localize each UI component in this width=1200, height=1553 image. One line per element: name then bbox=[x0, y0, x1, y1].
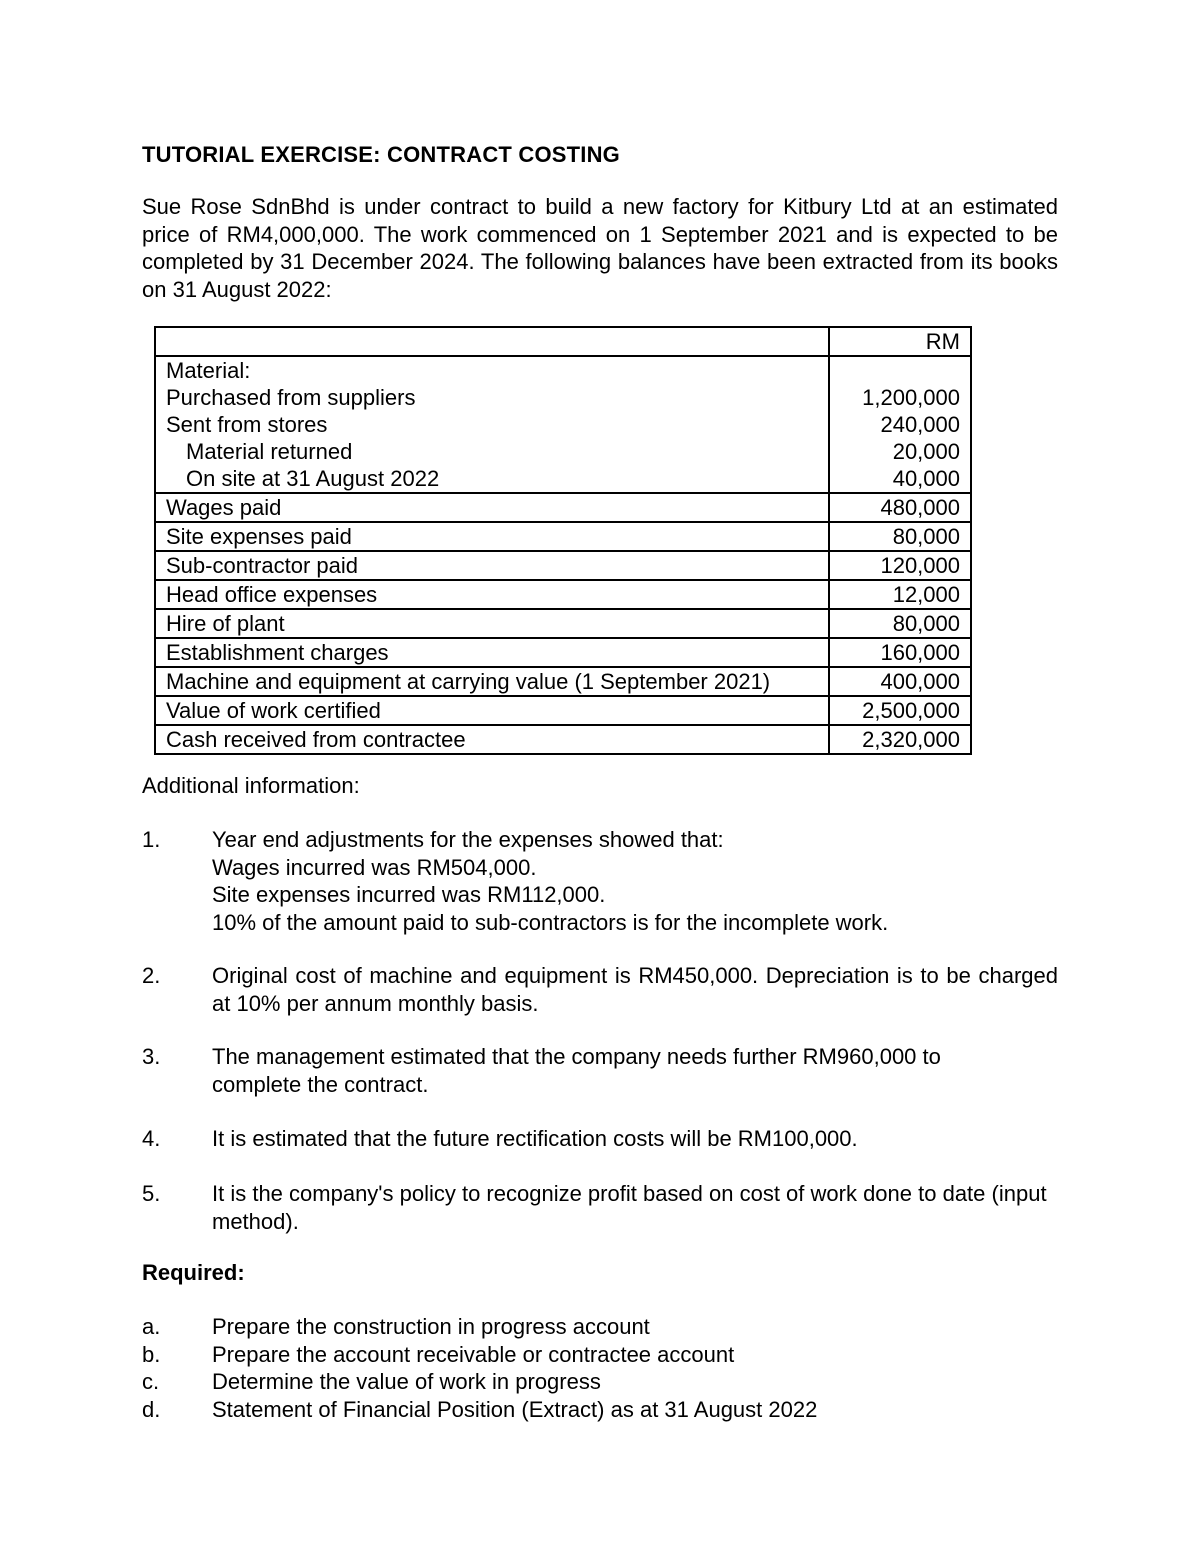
item-body bbox=[212, 1043, 1058, 1098]
header-label-cell bbox=[155, 327, 829, 356]
item-text: Statement of Financial Position (Extract) as at 31 August 2022 bbox=[212, 1396, 818, 1422]
material-values-cell bbox=[829, 356, 971, 493]
table-header-row bbox=[155, 327, 971, 356]
item-text: Prepare the construction in progress account bbox=[212, 1314, 650, 1339]
row-value: 160,000 bbox=[829, 638, 971, 667]
currency-header: RM bbox=[829, 327, 971, 356]
table-row bbox=[155, 609, 971, 638]
row-value: 400,000 bbox=[829, 667, 971, 696]
table-row bbox=[155, 667, 971, 696]
row-label: Site expenses paid bbox=[155, 522, 829, 551]
list-item bbox=[142, 1368, 1058, 1396]
additional-item-4 bbox=[142, 1125, 1058, 1153]
item-line: 10% of the amount paid to sub-contractors is for the incomplete work. bbox=[212, 909, 889, 935]
table-row bbox=[155, 696, 971, 725]
material-labels-cell bbox=[155, 356, 829, 493]
material-line-value: 20,000 bbox=[892, 439, 960, 464]
material-line-label: Purchased from suppliers bbox=[166, 385, 416, 410]
row-label: Establishment charges bbox=[155, 638, 829, 667]
intro-paragraph: Sue Rose SdnBhd is under contract to build a new factory for Kitbury Ltd at an estimated price of RM4,000,000. The work commenced on 1 September 2021 and is expected to be completed by 31 December 2024. The following balances have been extracted from its books on 31 August 2022: bbox=[142, 194, 1058, 302]
table-row bbox=[155, 638, 971, 667]
balances-table bbox=[154, 326, 972, 755]
table-row bbox=[155, 522, 971, 551]
item-text: Determine the value of work in progress bbox=[212, 1369, 601, 1394]
item-line: Wages incurred was RM504,000. bbox=[212, 854, 537, 880]
material-line-value: 1,200,000 bbox=[862, 385, 960, 410]
material-heading-value bbox=[840, 357, 960, 384]
material-line-value: 40,000 bbox=[892, 466, 960, 491]
row-label: Value of work certified bbox=[155, 696, 829, 725]
row-value: 80,000 bbox=[829, 522, 971, 551]
additional-info-heading: Additional information: bbox=[142, 773, 360, 798]
material-row bbox=[155, 356, 971, 493]
item-letter: a. bbox=[142, 1314, 161, 1339]
item-number: 2. bbox=[142, 963, 161, 988]
item-number: 4. bbox=[142, 1126, 161, 1151]
required-heading: Required: bbox=[142, 1260, 245, 1285]
row-value: 80,000 bbox=[829, 609, 971, 638]
item-line: complete the contract. bbox=[212, 1071, 429, 1097]
item-text: It is the company's policy to recognize profit based on cost of work done to date (input method). bbox=[212, 1181, 1047, 1234]
additional-item-3 bbox=[142, 1043, 1058, 1098]
row-label: Cash received from contractee bbox=[155, 725, 829, 754]
row-value: 480,000 bbox=[829, 493, 971, 522]
row-value: 2,500,000 bbox=[829, 696, 971, 725]
list-item bbox=[142, 1313, 1058, 1341]
item-line: The management estimated that the company needs further RM960,000 to bbox=[212, 1044, 941, 1069]
row-label: Wages paid bbox=[155, 493, 829, 522]
item-text: Prepare the account receivable or contractee account bbox=[212, 1341, 735, 1367]
material-line-value: 240,000 bbox=[880, 412, 960, 437]
table-row bbox=[155, 580, 971, 609]
row-label: Hire of plant bbox=[155, 609, 829, 638]
material-line-label: Sent from stores bbox=[166, 412, 328, 437]
item-letter: d. bbox=[142, 1396, 161, 1422]
item-number: 3. bbox=[142, 1044, 161, 1069]
document-title: TUTORIAL EXERCISE: CONTRACT COSTING bbox=[142, 142, 620, 167]
additional-item-5 bbox=[142, 1180, 1058, 1235]
table-row bbox=[155, 493, 971, 522]
item-number: 1. bbox=[142, 827, 161, 852]
item-letter: c. bbox=[142, 1369, 160, 1394]
row-value: 12,000 bbox=[829, 580, 971, 609]
material-line-label: Material returned bbox=[186, 439, 353, 464]
table-row bbox=[155, 725, 971, 754]
row-label: Sub-contractor paid bbox=[155, 551, 829, 580]
item-text: Original cost of machine and equipment is RM450,000. Depreciation is to be charged at 10% per annum monthly basis. bbox=[212, 963, 1058, 1016]
item-number: 5. bbox=[142, 1181, 161, 1206]
material-heading: Material: bbox=[166, 358, 251, 383]
additional-item-1 bbox=[142, 826, 1058, 936]
item-line: Site expenses incurred was RM112,000. bbox=[212, 882, 606, 907]
required-list bbox=[142, 1313, 1058, 1423]
row-value: 2,320,000 bbox=[829, 725, 971, 754]
table-row bbox=[155, 551, 971, 580]
item-body bbox=[212, 826, 1058, 936]
list-item bbox=[142, 1341, 1058, 1369]
row-label: Machine and equipment at carrying value (1 September 2021) bbox=[155, 667, 829, 696]
row-value: 120,000 bbox=[829, 551, 971, 580]
additional-item-2 bbox=[142, 962, 1058, 1017]
material-line-label: On site at 31 August 2022 bbox=[186, 466, 440, 491]
list-item bbox=[142, 1396, 1058, 1424]
item-text: It is estimated that the future rectification costs will be RM100,000. bbox=[212, 1126, 858, 1151]
item-letter: b. bbox=[142, 1341, 161, 1367]
item-line: Year end adjustments for the expenses showed that: bbox=[212, 827, 724, 852]
row-label: Head office expenses bbox=[155, 580, 829, 609]
